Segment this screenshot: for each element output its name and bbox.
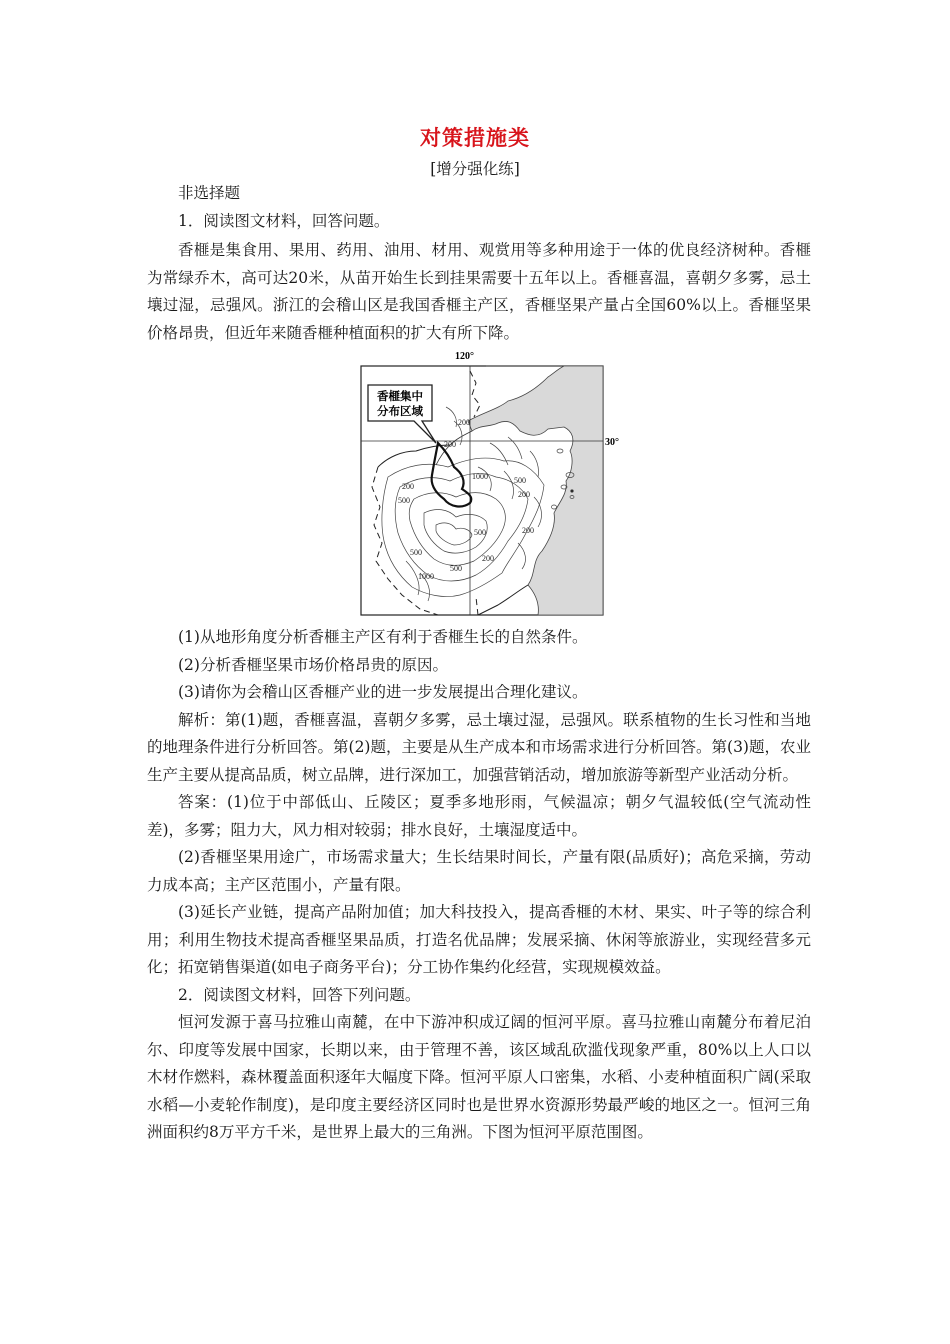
q1-answer-2: (2)香榧坚果用途广，市场需求量大；生长结果时间长，产量有限(品质好)；高危采摘，劳动力成本高；主产区范围小，产量有限。 bbox=[147, 848, 811, 894]
map-figure bbox=[358, 347, 619, 619]
contour-label: 1000 bbox=[418, 572, 434, 581]
q1-stem: 1．阅读图文材料，回答问题。 bbox=[178, 211, 390, 230]
page-title: 对策措施类 bbox=[420, 125, 530, 150]
q1-answer-3: (3)延长产业链，提高产品附加值；加大科技投入，提高香榧的木材、果实、叶子等的综合利用；利用生物技术提高香榧坚果品质，打造名优品牌；发展采摘、休闲等旅游业，实现经营多元化；拓宽销售渠道(如电子商务平台)；分工协作集约化经营，实现规模效益。 bbox=[147, 903, 811, 976]
q1-analysis: 解析：第(1)题，香榧喜温，喜朝夕多雾，忌土壤过湿，忌强风。联系植物的生长习性和当地的地理条件进行分析回答。第(2)题，主要是从生产成本和市场需求进行分析回答。第(3)题，农业生产主要从提高品质，树立品牌，进行深加工，加强营销活动，增加旅游等新型产业活动分析。 bbox=[147, 710, 811, 784]
contour-label: 500 bbox=[474, 528, 486, 537]
q1-answer-1: 答案：(1)位于中部低山、丘陵区；夏季多地形雨，气候温凉；朝夕气温较低(空气流动性差)，多雾；阻力大，风力相对较弱；排水良好，土壤湿度适中。 bbox=[147, 793, 811, 839]
page-subtitle: [增分强化练] bbox=[430, 160, 520, 178]
contour-label: 500 bbox=[410, 548, 422, 557]
contour-label: 500 bbox=[398, 496, 410, 505]
contour-label: 500 bbox=[514, 476, 526, 485]
longitude-label: 120° bbox=[455, 351, 474, 362]
contour-label: 200 bbox=[458, 418, 470, 427]
contour-label: 1000 bbox=[472, 472, 488, 481]
q1-subquestion-1: (1)从地形角度分析香榧主产区有利于香榧生长的自然条件。 bbox=[178, 628, 588, 646]
q1-text-block bbox=[147, 180, 811, 347]
q1-questions-block bbox=[147, 624, 811, 1147]
q1-subquestion-2: (2)分析香榧坚果市场价格昂贵的原因。 bbox=[178, 655, 448, 674]
contour-label: 200 bbox=[518, 490, 530, 499]
q2-stem: 2．阅读图文材料，回答下列问题。 bbox=[178, 985, 421, 1004]
q1-material: 香榧是集食用、果用、药用、油用、材用、观赏用等多种用途于一体的优良经济树种。香榧为常绿乔木，高可达20米，从苗开始生长到挂果需要十五年以上。香榧喜温，喜朝夕多雾，忌土壤过湿，忌强风。浙江的会稽山区是我国香榧主产区，香榧坚果产量占全国60%以上。香榧坚果价格昂贵，但近年来随香榧种植面积的扩大有所下降。 bbox=[147, 241, 811, 342]
contour-label: 200 bbox=[482, 554, 494, 563]
callout-line-2: 分布区域 bbox=[377, 406, 423, 418]
torreya-distribution-map bbox=[358, 347, 619, 619]
contour-label: 200 bbox=[444, 440, 456, 449]
contour-label: 200 bbox=[402, 482, 414, 491]
latitude-label: 30° bbox=[605, 437, 619, 448]
q1-subquestion-3: (3)请你为会稽山区香榧产业的进一步发展提出合理化建议。 bbox=[178, 683, 588, 701]
section-label: 非选择题 bbox=[178, 184, 241, 202]
contour-label: 500 bbox=[450, 564, 462, 573]
q2-material: 恒河发源于喜马拉雅山南麓，在中下游冲积成辽阔的恒河平原。喜马拉雅山南麓分布着尼泊尔、印度等发展中国家，长期以来，由于管理不善，该区域乱砍滥伐现象严重，80%以上人口以木材作燃料，森林覆盖面积逐年大幅度下降。恒河平原人口密集，水稻、小麦种植面积广阔(采取水稻—小麦轮作制度)，是印度主要经济区同时也是世界水资源形势最严峻的地区之一。恒河三角洲面积约8万平方千米，是世界上最大的三角洲。下图为恒河平原范围图。 bbox=[147, 1013, 811, 1141]
contour-label: 200 bbox=[522, 526, 534, 535]
callout-line-1: 香榧集中 bbox=[377, 391, 423, 403]
